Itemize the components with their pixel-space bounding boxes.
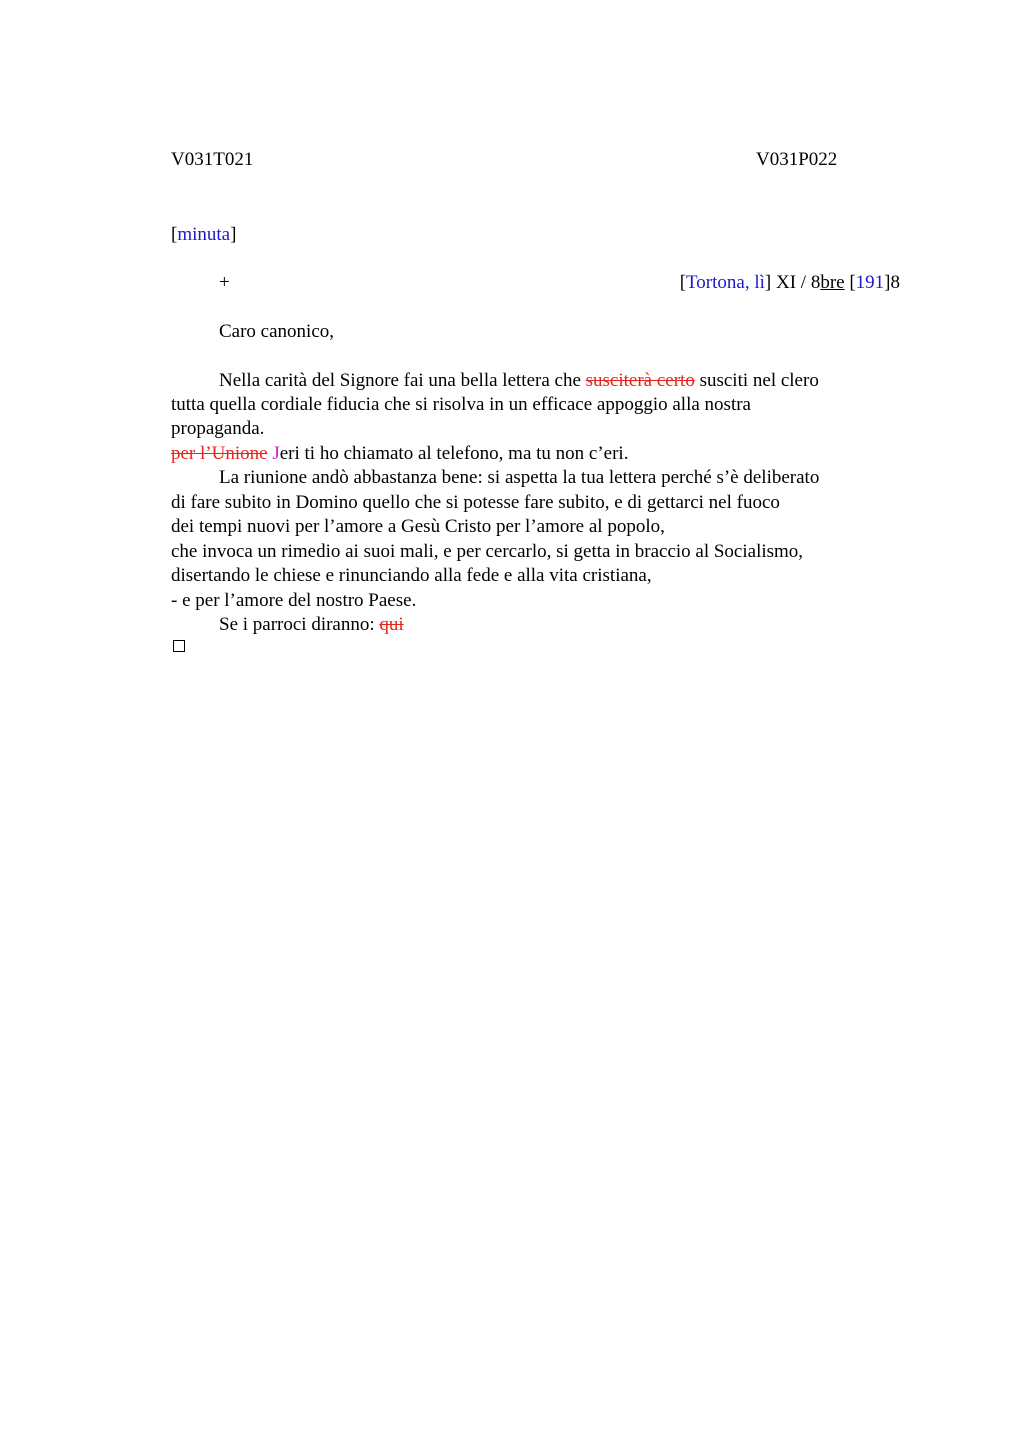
dateline-place: Tortona, lì: [686, 272, 765, 293]
paragraph2-line2: di fare subito in Domino quello che si potesse fare subito, e di gettarci nel fuoco: [171, 492, 780, 513]
bracket-open: [: [679, 272, 687, 293]
salutation: Caro canonico,: [219, 321, 335, 342]
minuta-label: [171, 225, 236, 244]
document-code-right: V031P022: [756, 149, 838, 170]
dateline-year-end: 8: [890, 272, 900, 293]
document-code-left: V031T021: [171, 149, 254, 170]
paragraph1-line3: propaganda.: [171, 418, 265, 439]
text: eri ti ho chiamato al telefono, ma tu non c’eri.: [279, 443, 629, 464]
text: Nella carità del Signore fai una bella lettera che: [219, 370, 586, 391]
dateline-month-suffix: bre: [820, 272, 845, 293]
text: Se i parroci diranno:: [219, 614, 380, 635]
dateline: [680, 273, 900, 292]
paragraph2-line4: che invoca un rimedio ai suoi mali, e per cercarlo, si getta in braccio al Socialismo,: [171, 541, 804, 562]
deleted-text: per l’Unione: [171, 443, 268, 464]
paragraph2-line3: dei tempi nuovi per l’amore a Gesù Cristo per l’amore al popolo,: [171, 516, 665, 537]
deleted-text: susciterà certo: [585, 370, 695, 391]
bracket-close: ]: [764, 272, 772, 293]
last-line: [219, 615, 404, 634]
corrected-initial: J: [272, 443, 280, 464]
bracket-open: [: [171, 224, 178, 245]
text: susciti nel clero: [694, 370, 819, 391]
bracket-close: ]: [230, 224, 237, 245]
square-symbol-icon: [173, 640, 185, 652]
dateline-date: XI / 8: [771, 272, 821, 293]
deleted-text: qui: [379, 614, 404, 635]
dateline-year-part: 191: [855, 272, 885, 293]
jeri-line: [171, 444, 628, 463]
paragraph2-line5: disertando le chiese e rinunciando alla fede e alla vita cristiana,: [171, 565, 652, 586]
paragraph1-line1: [219, 371, 819, 390]
paragraph2-line1: La riunione andò abbastanza bene: si aspetta la tua lettera perché s’è deliberato: [219, 467, 820, 488]
minuta-word: minuta: [177, 224, 231, 245]
paragraph1-line2: tutta quella cordiale fiducia che si risolva in un efficace appoggio alla nostra: [171, 394, 751, 415]
bracket-open: [: [849, 272, 856, 293]
cross-symbol: +: [219, 272, 230, 293]
paragraph2-line6: - e per l’amore del nostro Paese.: [171, 590, 417, 611]
bracket-close: ]: [884, 272, 891, 293]
